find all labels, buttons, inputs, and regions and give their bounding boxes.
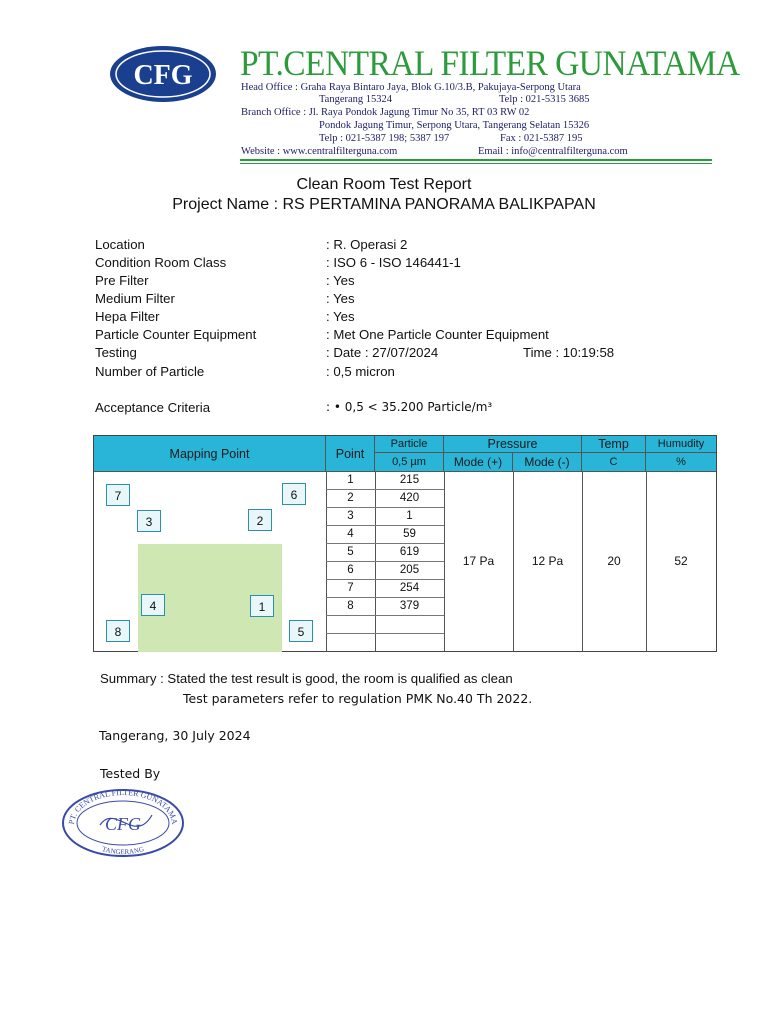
info-label: Medium Filter (95, 291, 175, 306)
table-cell-particle: 420 (399, 492, 420, 504)
head-office-phone: Telp : 021-5315 3685 (499, 94, 590, 105)
project-name: Project Name : RS PERTAMINA PANORAMA BALIKPAPAN (172, 196, 596, 213)
map-point-5: 5 (289, 620, 313, 642)
pressure-mode-plus-value: 17 Pa (462, 554, 495, 568)
table-cell-particle: 619 (399, 546, 420, 558)
header-point: Point (326, 436, 375, 472)
head-office-city: Tangerang 15324 (319, 94, 393, 105)
info-label: Pre Filter (95, 273, 149, 288)
svg-text:TANGERANG (101, 845, 145, 856)
table-cell-point: 2 (347, 492, 354, 504)
map-point-7: 7 (106, 484, 130, 506)
stamp-top-text: PT. CENTRAL FILTER GUNATAMA (66, 787, 180, 826)
row-divider (326, 579, 444, 580)
map-point-2: 2 (248, 509, 272, 531)
email: Email : info@centralfilterguna.com (478, 146, 628, 157)
branch-office-phone: Telp : 021-5387 198; 5387 197 (319, 133, 450, 144)
branch-office-address: Branch Office : Jl. Raya Pondok Jagung Timur No 35, RT 03 RW 02 (241, 107, 530, 118)
info-particle-size (95, 364, 695, 382)
info-time: Time : 10:19:58 (523, 345, 615, 360)
info-testing (95, 345, 695, 363)
info-medium-filter (95, 291, 695, 309)
header-temp: Temp (582, 436, 646, 453)
info-label: Condition Room Class (95, 255, 227, 270)
info-value: : Yes (326, 309, 355, 324)
regulation-note: Test parameters refer to regulation PMK No.40 Th 2022. (183, 691, 533, 706)
info-value: : Yes (326, 273, 355, 288)
row-divider (326, 525, 444, 526)
header-humidity-unit: % (646, 453, 716, 472)
humidity-value: 52 (674, 554, 688, 568)
table-cell-point: 1 (347, 474, 354, 486)
table-cell-particle: 1 (406, 510, 413, 522)
table-cell-particle: 205 (399, 564, 420, 576)
signing-date: Tangerang, 30 July 2024 (99, 728, 251, 743)
branch-office-city: Pondok Jagung Timur, Serpong Utara, Tangerang Selatan 15326 (319, 120, 590, 131)
branch-office-fax: Fax : 021-5387 195 (500, 133, 583, 144)
table-cell-particle: 254 (399, 582, 420, 594)
info-value: : Date : 27/07/2024 (326, 345, 439, 360)
map-point-1: 1 (250, 595, 274, 617)
info-value: : • 0,5 < 35.200 Particle/m³ (326, 400, 493, 414)
info-label: Testing (95, 345, 137, 360)
header-pressure: Pressure (444, 436, 582, 453)
table-cell-point: 8 (347, 600, 354, 612)
summary-text: Summary : Stated the test result is good, the room is qualified as clean (100, 671, 513, 686)
row-divider (326, 543, 444, 544)
table-cell-particle: 59 (403, 528, 416, 540)
header-particle: Particle (375, 436, 444, 453)
stamp-center-text: CFG (105, 814, 141, 834)
header-humidity: Humudity (646, 436, 716, 453)
head-office-address: Head Office : Graha Raya Bintaro Jaya, Blok G.10/3.B, Pakujaya-Serpong Utara (241, 82, 581, 93)
header-mode-plus: Mode (+) (444, 453, 513, 472)
map-point-3: 3 (137, 510, 161, 532)
report-title: Clean Room Test Report (296, 176, 472, 193)
info-room-class (95, 255, 695, 273)
info-label: Acceptance Criteria (95, 400, 211, 415)
table-cell-particle: 379 (399, 600, 420, 612)
row-divider (326, 615, 444, 616)
header-mapping-point: Mapping Point (94, 436, 326, 472)
stamp-bottom-text: TANGERANG (101, 845, 145, 857)
letterhead-rule-thin (240, 163, 712, 164)
row-divider (326, 597, 444, 598)
info-value: : R. Operasi 2 (326, 237, 408, 252)
row-divider (326, 507, 444, 508)
info-value: : ISO 6 - ISO 146441-1 (326, 255, 461, 270)
table-cell-point: 4 (347, 528, 354, 540)
info-value: : Met One Particle Counter Equipment (326, 327, 549, 342)
row-divider (326, 489, 444, 490)
header-temp-unit: C (582, 453, 646, 472)
temp-value: 20 (607, 554, 621, 568)
map-point-8: 8 (106, 620, 130, 642)
table-cell-point: 3 (347, 510, 354, 522)
info-label: Hepa Filter (95, 309, 160, 324)
table-cell-point: 6 (347, 564, 354, 576)
company-stamp (60, 785, 186, 857)
mapping-diagram (94, 472, 326, 651)
table-cell-point: 5 (347, 546, 354, 558)
map-point-4: 4 (141, 594, 165, 616)
row-divider (326, 633, 444, 634)
info-label: Location (95, 237, 145, 252)
info-hepa-filter (95, 309, 695, 327)
header-mode-minus: Mode (-) (513, 453, 582, 472)
info-label: Particle Counter Equipment (95, 327, 257, 342)
row-divider (326, 561, 444, 562)
info-value: : 0,5 micron (326, 364, 395, 379)
info-label: Number of Particle (95, 364, 205, 379)
website: Website : www.centralfilterguna.com (241, 146, 398, 157)
info-location (95, 237, 695, 255)
info-value: : Yes (326, 291, 355, 306)
results-table (93, 435, 717, 652)
info-acceptance (95, 400, 695, 418)
map-point-6: 6 (282, 483, 306, 505)
company-logo (108, 44, 218, 104)
info-pre-filter (95, 273, 695, 291)
pressure-mode-minus-value: 12 Pa (531, 554, 564, 568)
info-equipment (95, 327, 695, 345)
table-cell-point: 7 (347, 582, 354, 594)
company-name: PT.CENTRAL FILTER GUNATAMA (240, 43, 740, 83)
table-cell-particle: 215 (399, 474, 420, 486)
tested-by-label: Tested By (100, 766, 161, 781)
letterhead-rule (240, 159, 712, 161)
logo-text: CFG (133, 60, 193, 91)
header-particle-unit: 0,5 µm (375, 453, 444, 472)
